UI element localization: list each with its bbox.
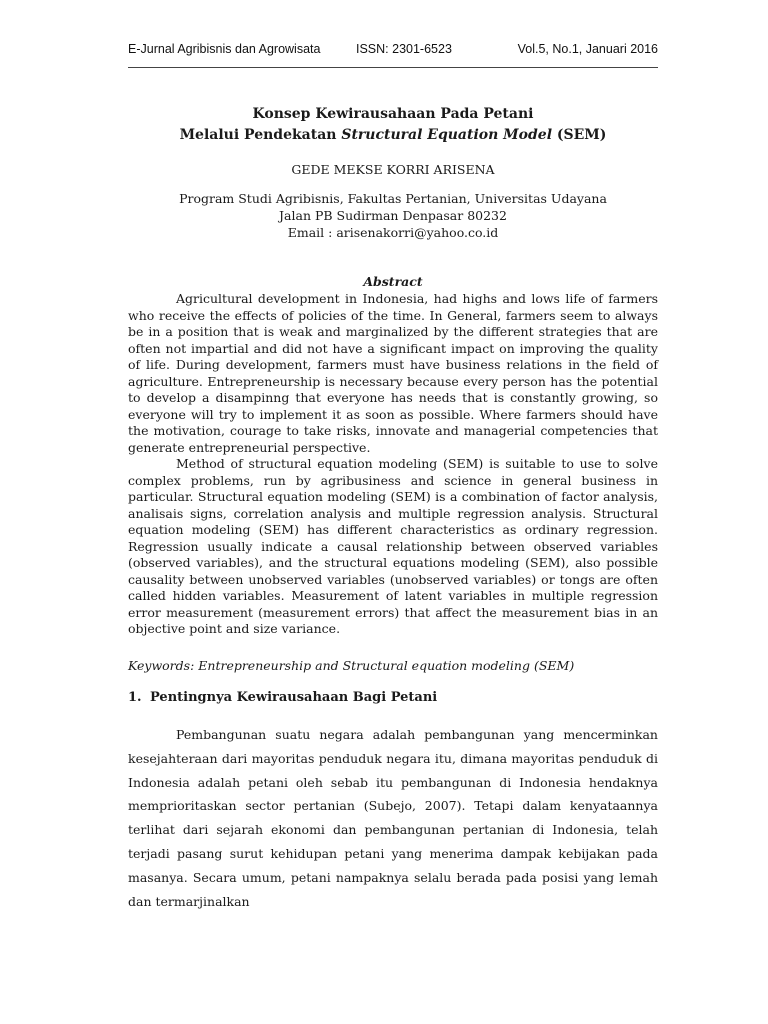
author-affiliation <box>128 190 658 241</box>
section-number: 1. <box>128 690 142 705</box>
abstract-heading: Abstract <box>363 274 423 289</box>
affiliation-program: Program Studi Agribisnis, Fakultas Pertanian, Universitas Udayana <box>179 191 607 206</box>
title-line-2-prefix: Melalui Pendekatan <box>179 127 337 143</box>
section-body <box>128 723 658 913</box>
body-paragraph: Pembangunan suatu negara adalah pembangunan yang mencerminkan kesejahteraan dari mayoritas penduduk negara itu, dimana mayoritas penduduk di Indonesia adalah petani oleh sebab itu pembangunan di Indonesia hendaknya memprioritaskan sector pertanian (Subejo, 2007). Tetapi dalam kenyataannya terlihat dari sejarah ekonomi dan pembangunan pertanian di Indonesia, telah terjadi pasang surut kehidupan petani yang menerima dampak kebijakan pada masanya. Secara umum, petani nampaknya selalu berada pada posisi yang lemah dan termarjinalkan <box>128 727 658 909</box>
affiliation-email: Email : arisenakorri@yahoo.co.id <box>287 225 499 240</box>
journal-issn: ISSN: 2301-6523 <box>356 42 452 56</box>
title-line-2-suffix: (SEM) <box>556 127 607 143</box>
abstract-paragraph-1: Agricultural development in Indonesia, had highs and lows life of farmers who receive the effects of policies of the time. In General, farmers seem to always be in a position that is weak and marginalized by the different strategies that are often not impartial and did not have a significant impact on improving the quality of life. During development, farmers must have business relations in the field of agriculture. Entrepreneurship is necessary because every person has the potential to develop a disampinng that everyone has needs that is constantly growing, so everyone will try to implement it as soon as possible. Where farmers should have the motivation, courage to take risks, innovate and managerial competencies that generate entrepreneurial perspective. <box>128 291 658 455</box>
title-line-2 <box>128 125 658 146</box>
section-heading <box>128 690 658 705</box>
journal-volume: Vol.5, No.1, Januari 2016 <box>517 42 658 56</box>
abstract-paragraph-2: Method of structural equation modeling (SEM) is suitable to use to solve complex problems, run by agribusiness and science in general business in particular. Structural equation modeling (SEM) is a combination of factor analysis, analisais signs, correlation analysis and multiple regression analysis. Structural equation modeling (SEM) has different characteristics as ordinary regression. Regression usually indicate a causal relationship between observed variables (observed variables), and the structural equations modeling (SEM), also possible causality between unobserved variables (unobserved variables) or tongs are often called hidden variables. Measurement of latent variables in multiple regression error measurement (measurement errors) that affect the measurement bias in an objective point and size variance. <box>128 456 658 636</box>
paper-title <box>128 104 658 146</box>
section-title: Pentingnya Kewirausahaan Bagi Petani <box>150 690 438 705</box>
abstract-body <box>128 291 658 638</box>
affiliation-address: Jalan PB Sudirman Denpasar 80232 <box>279 208 507 223</box>
author-name: GEDE MEKSE KORRI ARISENA <box>291 162 495 177</box>
keywords: Keywords: Entrepreneurship and Structural equation modeling (SEM) <box>128 658 575 673</box>
title-line-2-italic: Structural Equation Model <box>341 127 553 143</box>
running-header <box>128 42 658 64</box>
title-line-1: Konsep Kewirausahaan Pada Petani <box>252 106 534 122</box>
journal-name: E-Jurnal Agribisnis dan Agrowisata <box>128 42 321 56</box>
header-rule <box>128 67 658 68</box>
